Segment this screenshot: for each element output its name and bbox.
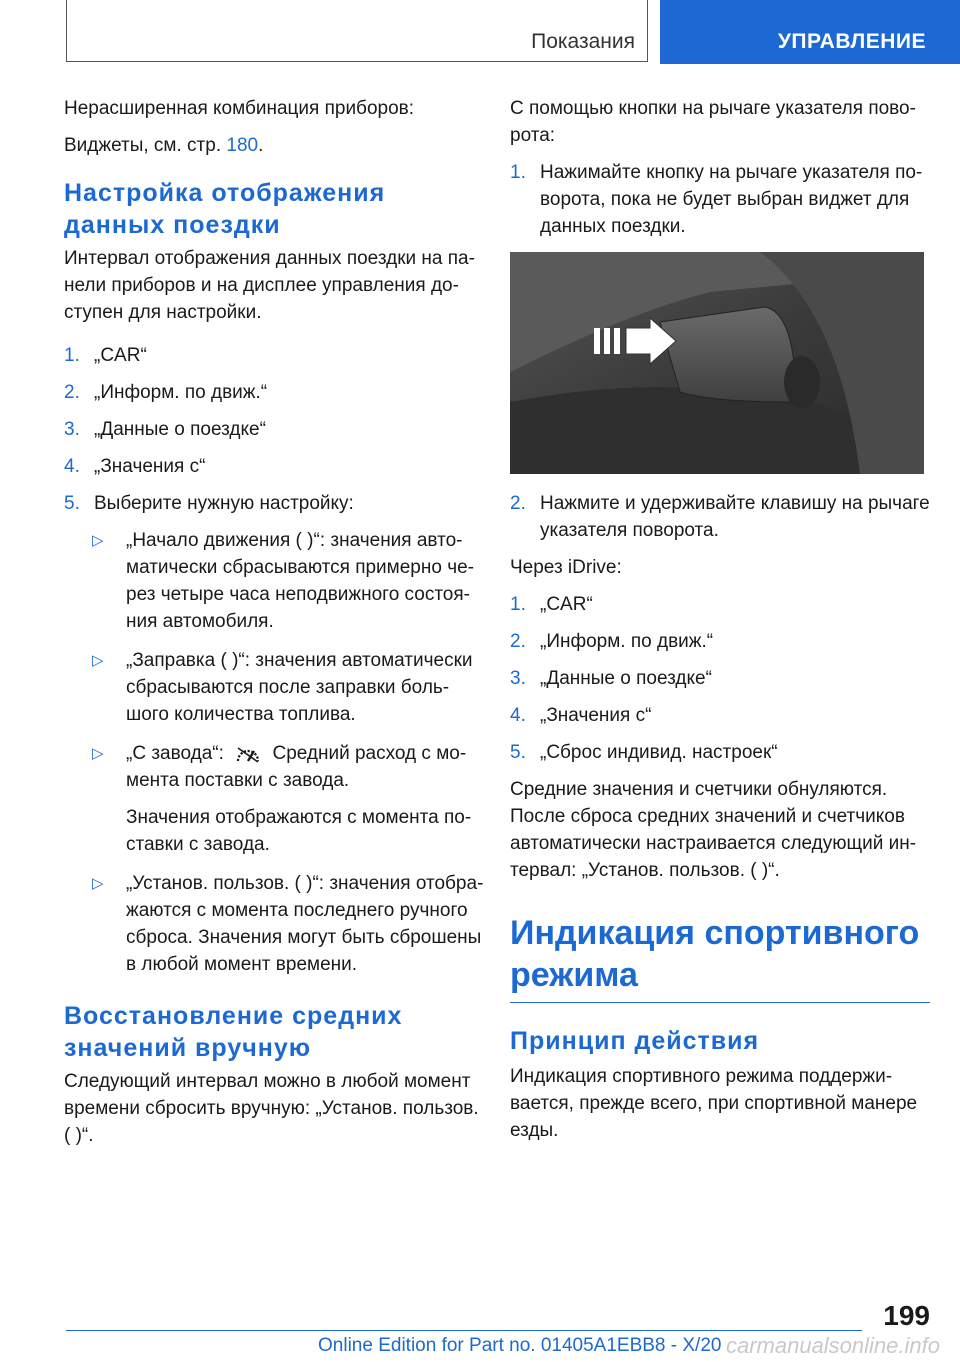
left-column <box>64 95 484 1149</box>
header-chapter-title: УПРАВЛЕНИЕ <box>777 30 926 53</box>
consumption-icon <box>235 745 261 763</box>
header-chapter-tab <box>660 0 960 64</box>
list-item: 2. „Информ. по движ.“ <box>510 631 714 652</box>
list-item: 4. „Значения с“ <box>510 705 652 726</box>
lever-illustration <box>510 252 924 474</box>
header-section-title: Показания <box>531 30 635 53</box>
triangle-bullet-icon: ▷ <box>92 652 104 669</box>
page-number: 199 <box>883 1300 930 1331</box>
heading-trip-data-settings: Настройка отображения данных поездки <box>64 179 386 239</box>
idrive-intro: Через iDrive: <box>510 557 622 578</box>
page-header <box>0 0 960 64</box>
header-section-tab <box>66 0 648 62</box>
option-from-factory-note: Значения отображаются с момента по-ставки с завода. <box>126 807 472 855</box>
button-steps-list <box>510 159 930 240</box>
list-item: 2. „Информ. по движ.“ <box>64 382 268 403</box>
section-divider <box>510 1002 930 1003</box>
idrive-steps-list <box>510 591 930 766</box>
page-link-180[interactable]: 180 <box>226 135 259 156</box>
manual-reset-text: Следующий интервал можно в любой момент времени сбросить вручную: „Установ. пользов. ( )“. <box>64 1071 479 1146</box>
heading-sport-display: Индикация спортивного режима <box>510 914 920 994</box>
option-refuel: ▷ „Заправка ( )“: значения автоматически сбрасываются после заправки боль-шого количества топлива. <box>64 647 484 728</box>
button-intro: С помощью кнопки на рычаге указателя пово-рота: <box>510 98 916 146</box>
triangle-bullet-icon: ▷ <box>92 875 104 892</box>
option-from-factory: ▷ „С завода“: Средний расход с мо-мента поставки с завода. <box>64 740 484 794</box>
intro-widget-prefix: Виджеты, см. стр. <box>64 135 222 156</box>
triangle-bullet-icon: ▷ <box>92 745 104 762</box>
intro-widget-suffix: . <box>258 135 264 156</box>
page-footer <box>0 1333 960 1362</box>
list-item: 3. „Данные о поездке“ <box>510 668 712 689</box>
edition-text: Online Edition for Part no. 01405A1EBB8 - X/20 <box>318 1335 722 1356</box>
settings-steps-list <box>64 342 484 517</box>
right-column <box>510 95 930 1144</box>
intro-line-2 <box>64 132 484 159</box>
footer-divider <box>66 1330 862 1331</box>
list-item: 5. Выберите нужную настройку: <box>64 493 354 514</box>
button-steps-list-2 <box>510 490 930 544</box>
settings-options-list <box>64 527 484 978</box>
intro-line-1: Нерасширенная комбинация приборов: <box>64 98 415 119</box>
option-user-defined: ▷ „Установ. пользов. ( )“: значения отобра-жаются с момента последнего ручного сброса. Значения могут быть сброшены в любой момент времени. <box>64 870 484 978</box>
list-item: 5. „Сброс индивид. настроек“ <box>510 742 778 763</box>
list-item: 2. Нажмите и удерживайте клавишу на рычаге указателя поворота. <box>510 493 930 541</box>
heading-manual-reset: Восстановление средних значений вручную <box>64 1002 403 1062</box>
principle-text: Индикация спортивного режима поддержи-вается, прежде всего, при спортивной манере езды. <box>510 1066 918 1141</box>
list-item: 1. Нажимайте кнопку на рычаге указателя по-ворота, пока не будет выбран виджет для данных поездки. <box>510 162 923 237</box>
list-item: 1. „CAR“ <box>64 345 147 366</box>
watermark: carmanualsonline.info <box>725 1333 940 1358</box>
reset-result-text: Средние значения и счетчики обнуляются. После сброса средних значений и счетчиков автоматически настраивается следующий ин-тервал: „Установ. пользов. ( )“. <box>510 779 917 881</box>
list-item: 4. „Значения с“ <box>64 456 206 477</box>
settings-description: Интервал отображения данных поездки на па-нели приборов и на дисплее управления до-ступен для настройки. <box>64 248 475 323</box>
triangle-bullet-icon: ▷ <box>92 532 104 549</box>
heading-principle: Принцип действия <box>510 1027 760 1055</box>
option-start-of-trip: ▷ „Начало движения ( )“: значения авто-матически сбрасываются примерно че-рез четыре часа неподвижного состоя-ния автомобиля. <box>64 527 484 635</box>
list-item: 3. „Данные о поездке“ <box>64 419 266 440</box>
turn-signal-lever-photo <box>510 252 924 474</box>
list-item: 1. „CAR“ <box>510 594 593 615</box>
